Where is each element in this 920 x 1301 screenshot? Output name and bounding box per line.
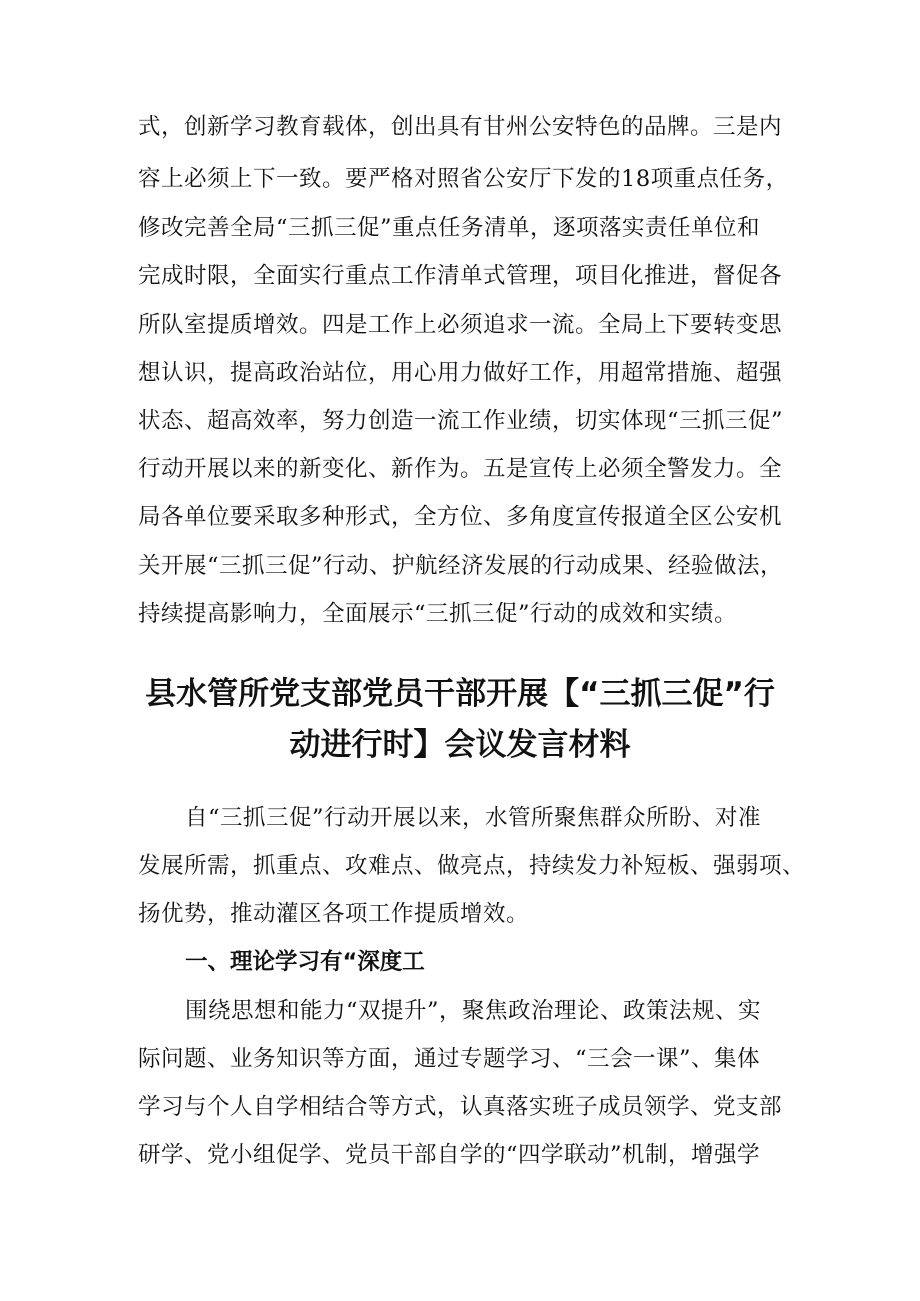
article-title-line: 县水管所党支部党员干部开展【“三抓三促”行	[145, 676, 775, 712]
article-title-line: 动进行时】会议发言材料	[289, 727, 631, 763]
paragraph-line: 学习与个人自学相结合等方式，认真落实班子成员领学、党支部	[138, 1094, 783, 1120]
paragraph-line: 状态、超高效率，努力创造一流工作业绩，切实体现“三抓三促”	[138, 408, 784, 434]
paragraph-line: 围绕思想和能力“双提升”，聚焦政治理论、政策法规、实	[185, 998, 762, 1024]
paragraph-line: 发展所需，抓重点、攻难点、做亮点，持续发力补短板、强弱项、	[138, 853, 806, 879]
section-heading: 一、理论学习有“深度工	[185, 949, 425, 975]
paragraph-line: 扬优势，推动灌区各项工作提质增效。	[138, 901, 530, 927]
paragraph-line: 行动开展以来的新变化、新作为。五是宣传上必须全警发力。全	[138, 456, 783, 482]
paragraph-line: 完成时限，全面实行重点工作清单式管理，项目化推进，督促各	[138, 263, 783, 289]
paragraph-line: 式，创新学习教育载体，创出具有甘州公安特色的品牌。三是内	[138, 114, 783, 140]
paragraph-line: 持续提高影响力，全面展示“三抓三促”行动的成效和实绩。	[138, 601, 738, 627]
paragraph-line: 际问题、业务知识等方面，通过专题学习、“三会一课”、集体	[138, 1046, 761, 1072]
paragraph-line: 想认识，提高政治站位，用心用力做好工作，用超常措施、超强	[138, 360, 783, 386]
paragraph-line: 局各单位要采取多种形式，全方位、多角度宣传报道全区公安机	[138, 504, 783, 530]
paragraph-line: 自“三抓三促”行动开展以来，水管所聚焦群众所盼、对准	[185, 805, 762, 831]
paragraph-line: 关开展“三抓三促”行动、护航经济发展的行动成果、经验做法，	[138, 553, 784, 579]
paragraph-line: 所队室提质增效。四是工作上必须追求一流。全局上下要转变思	[138, 312, 783, 338]
paragraph-line: 容上必须上下一致。要严格对照省公安厅下发的18项重点任务，	[138, 166, 789, 192]
paragraph-line: 研学、党小组促学、党员干部自学的“四学联动”机制，增强学	[138, 1142, 761, 1168]
paragraph-line: 修改完善全局“三抓三促”重点任务清单，逐项落实责任单位和	[138, 215, 761, 241]
